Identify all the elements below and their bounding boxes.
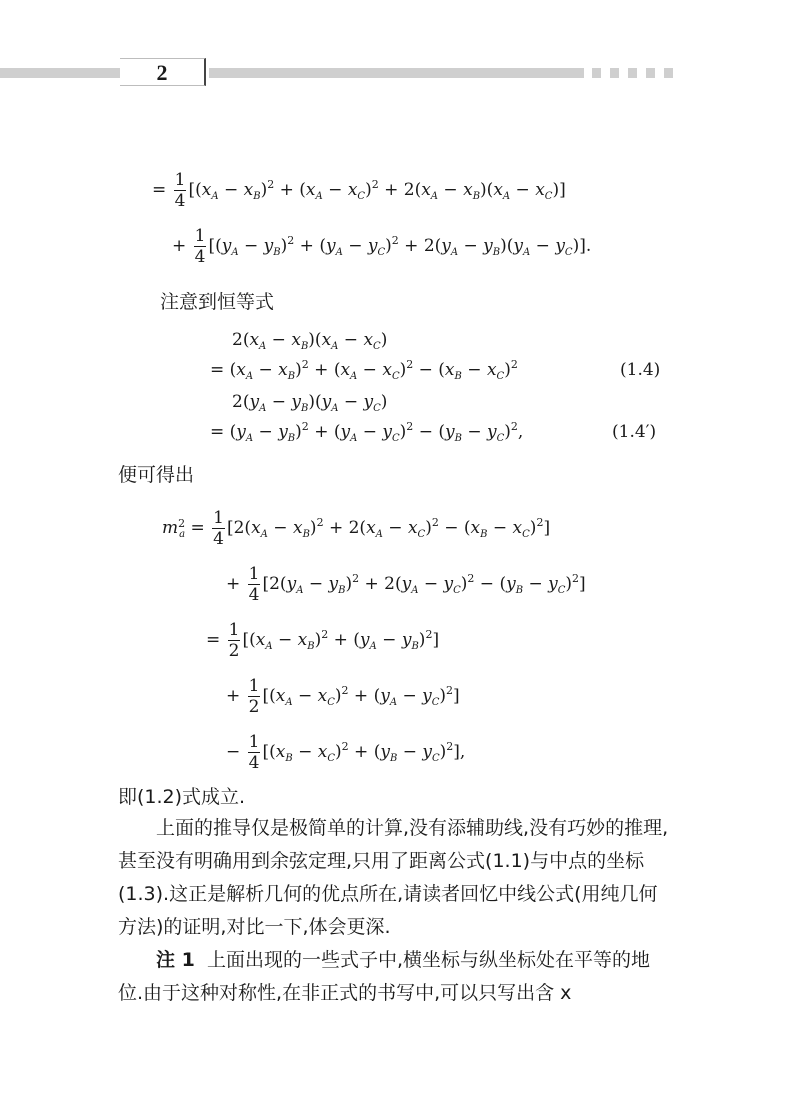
header-dot: [610, 68, 619, 78]
equation-line: − $\frac{1}{4}$ $[(x_B - x_C)^2 + (y_B - y_C)^2]$,: [226, 732, 466, 773]
equation-line: = $\frac{1}{2}$ $[(x_A - x_B)^2 + (y_A - y_B)^2]$: [206, 620, 440, 661]
body-paragraph: 上面的推导仅是极简单的计算,没有添辅助线,没有巧妙的推理,甚至没有明确用到余弦定理,只用了距离公式(1.1)与中点的坐标(1.3).这正是解析几何的优点所在,请读者回忆中线公式(用纯几何方法)的证明,对比一下,体会更深.: [118, 817, 669, 938]
header-dot: [646, 68, 655, 78]
equation-line: = $(x_A - x_B)^2 + (x_A - x_C)^2 - (x_B - x_C)^2$: [210, 358, 518, 382]
text-conclusion: 即(1.2)式成立.: [118, 786, 246, 808]
equation-line: + $\frac{1}{4}$ $[(y_A - y_B)^2 + (y_A - y_C)^2 + 2(y_A - y_B)(y_A - y_C)]$.: [172, 226, 592, 267]
note-text: 上面出现的一些式子中,横坐标与纵坐标处在平等的地位.由于这种对称性,在非正式的书写中,可以只写出含 x: [118, 949, 650, 1004]
header-bar-right: [209, 68, 584, 78]
header-dot: [664, 68, 673, 78]
page-number: 2: [120, 58, 206, 86]
header-dot: [592, 68, 601, 78]
header-bar-left: [0, 68, 120, 78]
equation-line: $m^2_a$ = $\frac{1}{4}$ $[2(x_A - x_B)^2 + 2(x_A - x_C)^2 - (x_B - x_C)^2]$: [162, 508, 551, 549]
note-paragraph: [118, 944, 674, 1010]
equation-number: (1.4′): [612, 422, 657, 442]
text-notice-identity: 注意到恒等式: [160, 291, 275, 313]
equation-line: + $\frac{1}{4}$ $[2(y_A - y_B)^2 + 2(y_A - y_C)^2 - (y_B - y_C)^2]$: [226, 564, 586, 605]
header-dot: [628, 68, 637, 78]
text-thus-obtain: 便可得出: [118, 464, 195, 486]
equation-line: $2(y_A - y_B)(y_A - y_C)$: [232, 392, 388, 414]
note-label: 注 1: [156, 949, 195, 971]
equation-line: $2(x_A - x_B)(x_A - x_C)$: [232, 330, 388, 352]
equation-line: = $(y_A - y_B)^2 + (y_A - y_C)^2 - (y_B - y_C)^2$,: [210, 420, 524, 444]
equation-number: (1.4): [620, 360, 661, 380]
equation-line: = $\frac{1}{4}$ $[(x_A - x_B)^2 + (x_A - x_C)^2 + 2(x_A - x_B)(x_A - x_C)]$: [152, 170, 566, 211]
equation-line: + $\frac{1}{2}$ $[(x_A - x_C)^2 + (y_A - y_C)^2]$: [226, 676, 460, 717]
